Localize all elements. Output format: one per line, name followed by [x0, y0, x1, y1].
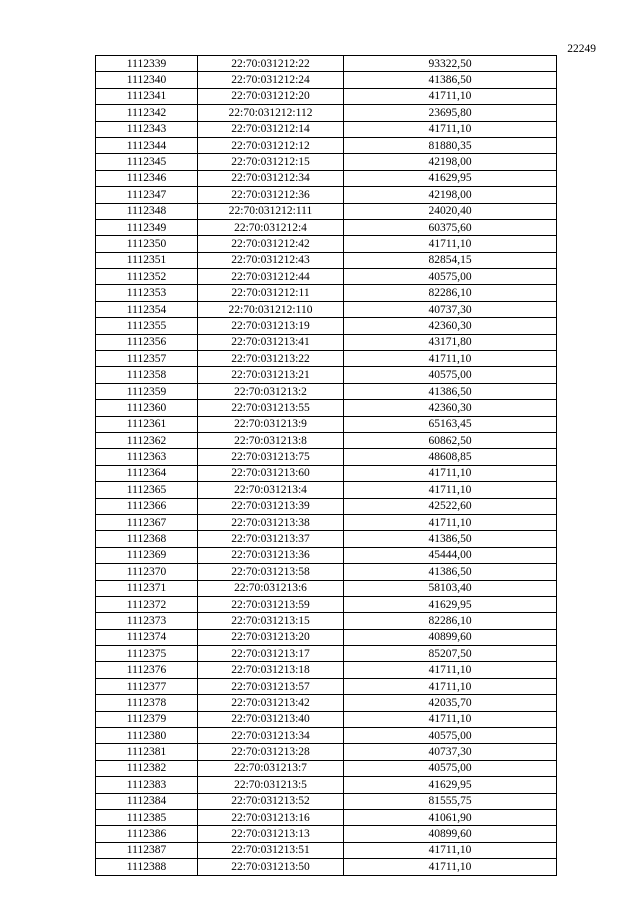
cadastral-value-cell: 24020,40 [344, 203, 557, 219]
table-row [96, 514, 557, 530]
cadastral-number-cell: 22:70:031213:52 [198, 793, 344, 809]
cadastral-number-cell: 22:70:031212:12 [198, 137, 344, 153]
row-number-cell: 1112369 [96, 547, 198, 563]
row-number-cell: 1112357 [96, 351, 198, 367]
cadastral-value-cell: 42198,00 [344, 187, 557, 203]
row-number-cell: 1112352 [96, 269, 198, 285]
row-number-cell: 1112346 [96, 170, 198, 186]
table-row [96, 809, 557, 825]
cadastral-value-cell: 41711,10 [344, 842, 557, 858]
row-number-cell: 1112384 [96, 793, 198, 809]
cadastral-value-cell: 41711,10 [344, 236, 557, 252]
row-number-cell: 1112360 [96, 400, 198, 416]
table-row [96, 236, 557, 252]
row-number-cell: 1112378 [96, 695, 198, 711]
cadastral-number-cell: 22:70:031213:75 [198, 449, 344, 465]
table-row [96, 170, 557, 186]
table-row [96, 88, 557, 104]
row-number-cell: 1112359 [96, 383, 198, 399]
cadastral-number-cell: 22:70:031213:50 [198, 859, 344, 875]
table-row [96, 269, 557, 285]
cadastral-value-cell: 41386,50 [344, 383, 557, 399]
table-row [96, 547, 557, 563]
cadastral-value-cell: 42035,70 [344, 695, 557, 711]
cadastral-number-cell: 22:70:031213:20 [198, 629, 344, 645]
cadastral-number-cell: 22:70:031213:8 [198, 432, 344, 448]
table-row [96, 826, 557, 842]
table-row [96, 842, 557, 858]
cadastral-value-cell: 60862,50 [344, 432, 557, 448]
cadastral-number-cell: 22:70:031213:9 [198, 416, 344, 432]
table-row [96, 596, 557, 612]
table-row [96, 449, 557, 465]
table-row [96, 252, 557, 268]
cadastral-value-cell: 48608,85 [344, 449, 557, 465]
cadastral-number-cell: 22:70:031212:43 [198, 252, 344, 268]
cadastral-value-cell: 40899,60 [344, 629, 557, 645]
row-number-cell: 1112382 [96, 760, 198, 776]
table-row [96, 728, 557, 744]
cadastral-value-cell: 41711,10 [344, 514, 557, 530]
row-number-cell: 1112356 [96, 334, 198, 350]
table-row [96, 367, 557, 383]
cadastral-value-cell: 82854,15 [344, 252, 557, 268]
cadastral-value-cell: 41711,10 [344, 465, 557, 481]
table-row [96, 678, 557, 694]
row-number-cell: 1112379 [96, 711, 198, 727]
row-number-cell: 1112388 [96, 859, 198, 875]
cadastral-value-cell: 81880,35 [344, 137, 557, 153]
row-number-cell: 1112342 [96, 105, 198, 121]
table-row [96, 56, 557, 72]
row-number-cell: 1112351 [96, 252, 198, 268]
table-row [96, 662, 557, 678]
row-number-cell: 1112383 [96, 777, 198, 793]
row-number-cell: 1112385 [96, 809, 198, 825]
cadastral-number-cell: 22:70:031212:4 [198, 219, 344, 235]
table-row [96, 613, 557, 629]
cadastral-number-cell: 22:70:031213:36 [198, 547, 344, 563]
cadastral-value-cell: 85207,50 [344, 646, 557, 662]
row-number-cell: 1112368 [96, 531, 198, 547]
cadastral-value-cell: 58103,40 [344, 580, 557, 596]
cadastral-number-cell: 22:70:031213:4 [198, 482, 344, 498]
cadastral-value-cell: 65163,45 [344, 416, 557, 432]
cadastral-number-cell: 22:70:031212:20 [198, 88, 344, 104]
row-number-cell: 1112367 [96, 514, 198, 530]
cadastral-value-cell: 42522,60 [344, 498, 557, 514]
cadastral-number-cell: 22:70:031213:37 [198, 531, 344, 547]
cadastral-number-cell: 22:70:031213:51 [198, 842, 344, 858]
cadastral-number-cell: 22:70:031213:19 [198, 318, 344, 334]
cadastral-number-cell: 22:70:031212:110 [198, 301, 344, 317]
table-body [96, 56, 557, 876]
row-number-cell: 1112358 [96, 367, 198, 383]
cadastral-number-cell: 22:70:031212:24 [198, 72, 344, 88]
row-number-cell: 1112362 [96, 432, 198, 448]
cadastral-number-cell: 22:70:031213:18 [198, 662, 344, 678]
row-number-cell: 1112354 [96, 301, 198, 317]
cadastral-value-cell: 41711,10 [344, 121, 557, 137]
cadastral-number-cell: 22:70:031213:21 [198, 367, 344, 383]
table-row [96, 580, 557, 596]
table-row [96, 760, 557, 776]
cadastral-value-cell: 93322,50 [344, 56, 557, 72]
table-row [96, 285, 557, 301]
row-number-cell: 1112380 [96, 728, 198, 744]
cadastral-number-cell: 22:70:031213:58 [198, 564, 344, 580]
table-row [96, 121, 557, 137]
table-row [96, 203, 557, 219]
cadastral-number-cell: 22:70:031213:2 [198, 383, 344, 399]
table-row [96, 351, 557, 367]
cadastral-value-cell: 45444,00 [344, 547, 557, 563]
cadastral-number-cell: 22:70:031212:111 [198, 203, 344, 219]
row-number-cell: 1112376 [96, 662, 198, 678]
table-row [96, 744, 557, 760]
table-row [96, 383, 557, 399]
row-number-cell: 1112371 [96, 580, 198, 596]
page-number: 22249 [567, 43, 596, 55]
table-row [96, 646, 557, 662]
cadastral-number-cell: 22:70:031212:14 [198, 121, 344, 137]
cadastral-value-cell: 42198,00 [344, 154, 557, 170]
cadastral-value-cell: 40737,30 [344, 301, 557, 317]
cadastral-value-cell: 41629,95 [344, 170, 557, 186]
row-number-cell: 1112364 [96, 465, 198, 481]
cadastral-number-cell: 22:70:031213:7 [198, 760, 344, 776]
table-row [96, 695, 557, 711]
cadastral-number-cell: 22:70:031212:15 [198, 154, 344, 170]
row-number-cell: 1112381 [96, 744, 198, 760]
cadastral-number-cell: 22:70:031212:22 [198, 56, 344, 72]
cadastral-value-cell: 41711,10 [344, 482, 557, 498]
cadastral-value-cell: 41061,90 [344, 809, 557, 825]
table-row [96, 531, 557, 547]
table-row [96, 465, 557, 481]
cadastral-number-cell: 22:70:031213:6 [198, 580, 344, 596]
cadastral-number-cell: 22:70:031213:42 [198, 695, 344, 711]
cadastral-value-cell: 41711,10 [344, 88, 557, 104]
table-row [96, 105, 557, 121]
row-number-cell: 1112363 [96, 449, 198, 465]
row-number-cell: 1112355 [96, 318, 198, 334]
row-number-cell: 1112347 [96, 187, 198, 203]
cadastral-value-cell: 41386,50 [344, 72, 557, 88]
cadastral-value-cell: 41629,95 [344, 596, 557, 612]
table-row [96, 498, 557, 514]
cadastral-value-cell: 40899,60 [344, 826, 557, 842]
cadastral-number-cell: 22:70:031213:16 [198, 809, 344, 825]
table-row [96, 482, 557, 498]
cadastral-number-cell: 22:70:031212:11 [198, 285, 344, 301]
table-row [96, 137, 557, 153]
row-number-cell: 1112340 [96, 72, 198, 88]
row-number-cell: 1112349 [96, 219, 198, 235]
table-row [96, 219, 557, 235]
cadastral-value-cell: 41711,10 [344, 859, 557, 875]
cadastral-number-cell: 22:70:031213:38 [198, 514, 344, 530]
row-number-cell: 1112339 [96, 56, 198, 72]
table-row [96, 301, 557, 317]
row-number-cell: 1112365 [96, 482, 198, 498]
cadastral-value-cell: 40575,00 [344, 760, 557, 776]
row-number-cell: 1112341 [96, 88, 198, 104]
cadastral-number-cell: 22:70:031212:112 [198, 105, 344, 121]
row-number-cell: 1112345 [96, 154, 198, 170]
cadastral-number-cell: 22:70:031213:57 [198, 678, 344, 694]
row-number-cell: 1112350 [96, 236, 198, 252]
row-number-cell: 1112386 [96, 826, 198, 842]
cadastral-number-cell: 22:70:031213:60 [198, 465, 344, 481]
cadastral-number-cell: 22:70:031213:17 [198, 646, 344, 662]
cadastral-number-cell: 22:70:031213:59 [198, 596, 344, 612]
row-number-cell: 1112348 [96, 203, 198, 219]
table-row [96, 187, 557, 203]
cadastral-value-cell: 43171,80 [344, 334, 557, 350]
row-number-cell: 1112387 [96, 842, 198, 858]
table-row [96, 154, 557, 170]
cadastral-value-cell: 40575,00 [344, 269, 557, 285]
cadastral-value-cell: 40575,00 [344, 367, 557, 383]
cadastral-number-cell: 22:70:031213:22 [198, 351, 344, 367]
cadastral-value-cell: 41386,50 [344, 564, 557, 580]
cadastral-value-cell: 60375,60 [344, 219, 557, 235]
table-row [96, 711, 557, 727]
row-number-cell: 1112366 [96, 498, 198, 514]
row-number-cell: 1112372 [96, 596, 198, 612]
row-number-cell: 1112374 [96, 629, 198, 645]
row-number-cell: 1112361 [96, 416, 198, 432]
cadastral-value-cell: 42360,30 [344, 318, 557, 334]
cadastral-value-cell: 41711,10 [344, 678, 557, 694]
row-number-cell: 1112343 [96, 121, 198, 137]
row-number-cell: 1112370 [96, 564, 198, 580]
table-row [96, 777, 557, 793]
cadastral-number-cell: 22:70:031213:41 [198, 334, 344, 350]
cadastral-value-cell: 41711,10 [344, 662, 557, 678]
cadastral-number-cell: 22:70:031213:40 [198, 711, 344, 727]
cadastral-number-cell: 22:70:031212:42 [198, 236, 344, 252]
table-row [96, 416, 557, 432]
cadastral-value-table [95, 55, 557, 876]
cadastral-value-cell: 41386,50 [344, 531, 557, 547]
cadastral-value-cell: 81555,75 [344, 793, 557, 809]
cadastral-value-cell: 23695,80 [344, 105, 557, 121]
row-number-cell: 1112353 [96, 285, 198, 301]
cadastral-number-cell: 22:70:031213:15 [198, 613, 344, 629]
row-number-cell: 1112344 [96, 137, 198, 153]
cadastral-value-cell: 82286,10 [344, 613, 557, 629]
table-row [96, 318, 557, 334]
cadastral-number-cell: 22:70:031212:36 [198, 187, 344, 203]
cadastral-number-cell: 22:70:031213:28 [198, 744, 344, 760]
cadastral-number-cell: 22:70:031213:39 [198, 498, 344, 514]
cadastral-number-cell: 22:70:031213:34 [198, 728, 344, 744]
cadastral-number-cell: 22:70:031213:5 [198, 777, 344, 793]
cadastral-value-cell: 42360,30 [344, 400, 557, 416]
table-row [96, 72, 557, 88]
cadastral-value-cell: 41711,10 [344, 711, 557, 727]
cadastral-value-cell: 40737,30 [344, 744, 557, 760]
table-row [96, 334, 557, 350]
cadastral-value-cell: 41629,95 [344, 777, 557, 793]
row-number-cell: 1112375 [96, 646, 198, 662]
table-row [96, 564, 557, 580]
row-number-cell: 1112377 [96, 678, 198, 694]
table-row [96, 793, 557, 809]
cadastral-number-cell: 22:70:031212:44 [198, 269, 344, 285]
table-row [96, 400, 557, 416]
cadastral-value-cell: 41711,10 [344, 351, 557, 367]
cadastral-number-cell: 22:70:031212:34 [198, 170, 344, 186]
cadastral-number-cell: 22:70:031213:55 [198, 400, 344, 416]
cadastral-value-cell: 82286,10 [344, 285, 557, 301]
table-row [96, 432, 557, 448]
cadastral-number-cell: 22:70:031213:13 [198, 826, 344, 842]
cadastral-value-cell: 40575,00 [344, 728, 557, 744]
table-row [96, 859, 557, 875]
row-number-cell: 1112373 [96, 613, 198, 629]
table-row [96, 629, 557, 645]
